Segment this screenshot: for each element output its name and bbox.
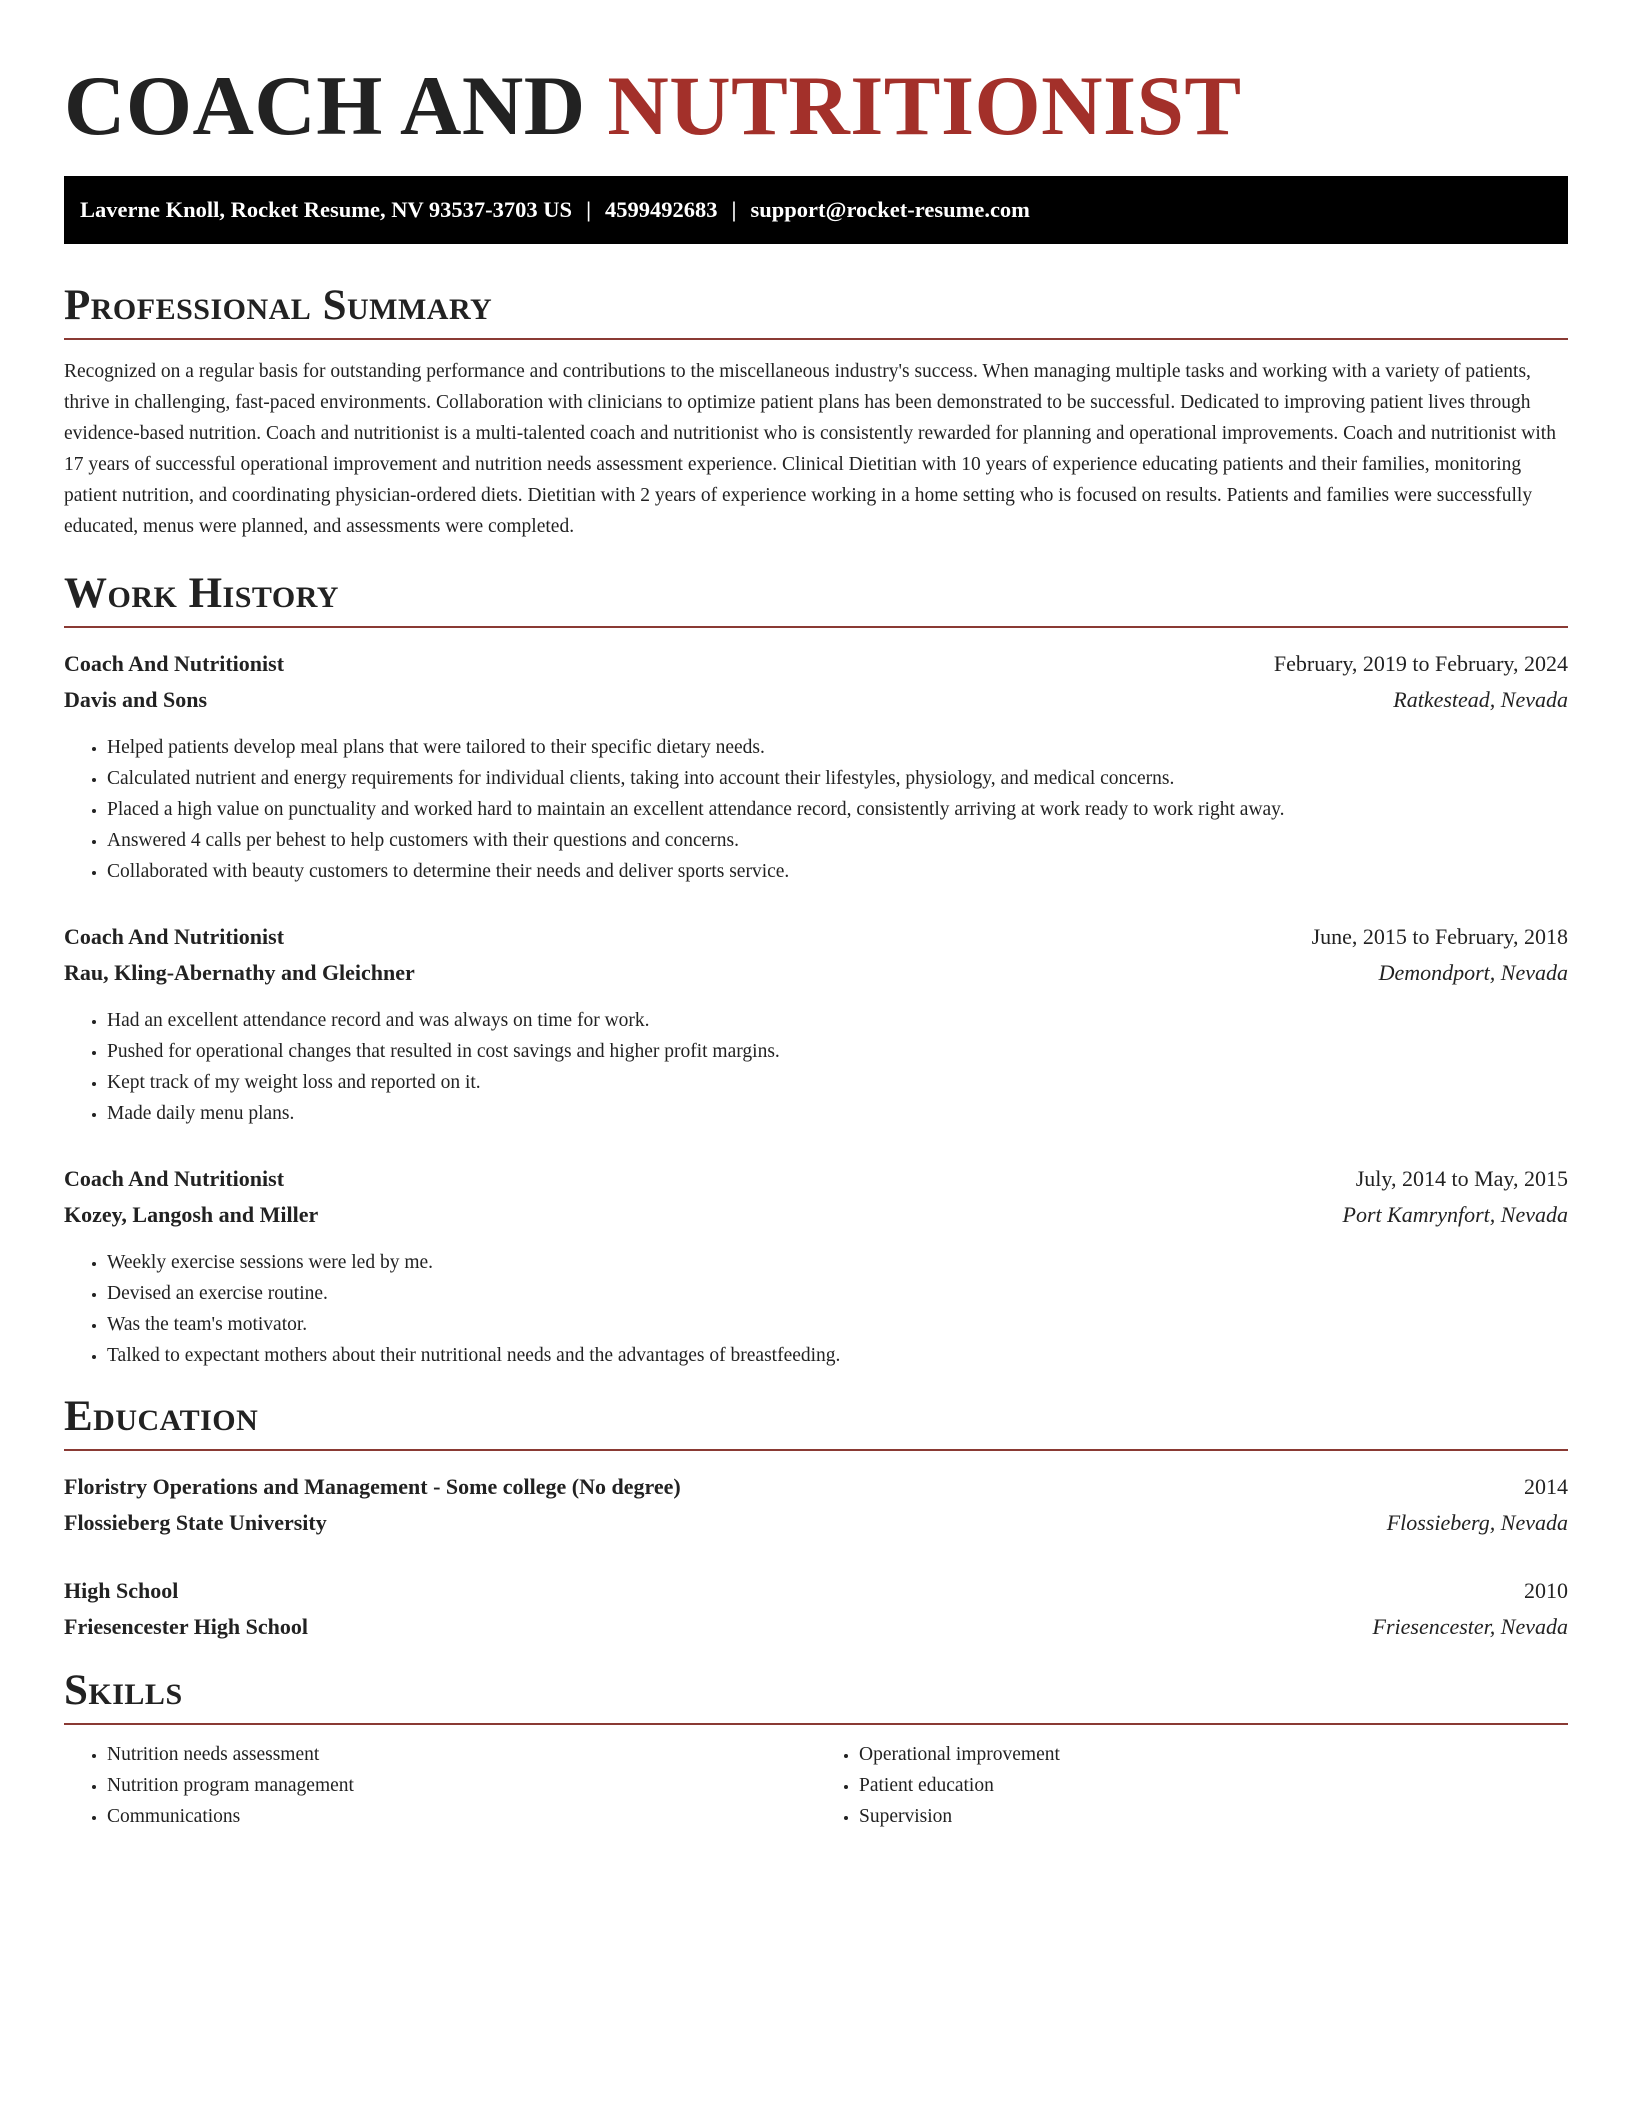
contact-separator: | [586,197,592,222]
skill-item: • Nutrition needs assessment [107,1739,816,1770]
contact-email: support@rocket-resume.com [750,197,1030,222]
section-heading-work-history: Work History [64,568,1568,628]
job-location: Port Kamrynfort, Nevada [1342,1202,1568,1227]
job-title: Coach And Nutritionist [64,651,285,676]
job-bullet: • Had an excellent attendance record and was always on time for work. [107,1005,1568,1036]
job-header-row [64,919,1568,955]
job-bullet: • Pushed for operational changes that resulted in cost savings and higher profit margins. [107,1036,1568,1067]
job-dates: July, 2014 to May, 2015 [1355,1166,1568,1191]
job-entry [64,646,1568,887]
summary-text: Recognized on a regular basis for outstanding performance and contributions to the miscellaneous industry's success. When managing multiple tasks and working with a variety of patients, thrive in challenging, fast-paced environments. Collaboration with clinicians to optimize patient plans has been demonstrated to be successful. Dedicated to improving patient lives through evidence-based nutrition. Coach and nutritionist is a multi-talented coach and nutritionist who is consistently rewarded for planning and operational improvements. Coach and nutritionist with 17 years of successful operational improvement and nutrition needs assessment experience. Clinical Dietitian with 10 years of experience educating patients and their families, monitoring patient nutrition, and coordinating physician-ordered diets. Dietitian with 2 years of experience working in a home setting who is focused on results. Patients and families were successfully educated, menus were planned, and assessments were completed. [64,361,1556,537]
contact-separator: | [731,197,737,222]
job-bullet: • Helped patients develop meal plans that were tailored to their specific dietary needs. [107,732,1568,763]
job-dates: February, 2019 to February, 2024 [1273,651,1568,676]
contact-bar [64,176,1568,244]
skills-column [64,1739,816,1832]
education-degree-row [64,1573,1568,1609]
education-degree: Floristry Operations and Management - Some college (No degree) [64,1474,681,1499]
skill-item: • Patient education [859,1770,1568,1801]
job-bullets [64,1247,1568,1371]
job-location: Ratkestead, Nevada [1393,687,1568,712]
education-degree: High School [64,1578,179,1603]
job-company-row [64,1197,1568,1233]
skill-item: • Communications [107,1801,816,1832]
job-bullet: • Talked to expectant mothers about their nutritional needs and the advantages of breastfeeding. [107,1340,1568,1371]
job-location: Demondport, Nevada [1378,960,1568,985]
education-school: Friesencester High School [64,1614,308,1639]
education-entry [64,1573,1568,1645]
job-dates: June, 2015 to February, 2018 [1311,924,1568,949]
job-company: Davis and Sons [64,687,208,712]
section-heading-skills: Skills [64,1665,1568,1725]
resume-title [64,58,1568,154]
job-title: Coach And Nutritionist [64,924,285,949]
section-heading-summary: Professional Summary [64,280,1568,340]
title-primary: COACH AND [64,59,608,153]
job-header-row [64,1161,1568,1197]
skill-item: • Nutrition program management [107,1770,816,1801]
education-school-row [64,1609,1568,1645]
job-bullet: • Was the team's motivator. [107,1309,1568,1340]
job-header-row [64,646,1568,682]
education-school-row [64,1505,1568,1541]
resume-page [64,0,1568,1832]
education-degree-row [64,1469,1568,1505]
section-heading-education: Education [64,1391,1568,1451]
job-bullet: • Collaborated with beauty customers to determine their needs and deliver sports service. [107,856,1568,887]
job-title: Coach And Nutritionist [64,1166,285,1191]
education-location: Friesencester, Nevada [1372,1614,1568,1639]
contact-phone: 4599492683 [605,197,718,222]
skills-list [64,1739,1568,1832]
contact-address: Laverne Knoll, Rocket Resume, NV 93537-3703 US [80,197,573,222]
job-company-row [64,682,1568,718]
job-bullet: • Placed a high value on punctuality and worked hard to maintain an excellent attendance record, consistently arriving at work ready to work right away. [107,794,1568,825]
education-location: Flossieberg, Nevada [1386,1510,1568,1535]
skills-column [816,1739,1568,1832]
job-bullets [64,732,1568,887]
job-bullets [64,1005,1568,1129]
job-company: Kozey, Langosh and Miller [64,1202,319,1227]
education-year: 2010 [1524,1578,1568,1603]
job-company-row [64,955,1568,991]
job-bullet: • Answered 4 calls per behest to help customers with their questions and concerns. [107,825,1568,856]
skill-item: • Supervision [859,1801,1568,1832]
education-year: 2014 [1524,1474,1568,1499]
education-entry [64,1469,1568,1541]
job-company: Rau, Kling-Abernathy and Gleichner [64,960,415,985]
job-bullet: • Made daily menu plans. [107,1098,1568,1129]
job-entry [64,1161,1568,1371]
job-bullet: • Weekly exercise sessions were led by me. [107,1247,1568,1278]
job-bullet: • Devised an exercise routine. [107,1278,1568,1309]
education-school: Flossieberg State University [64,1510,327,1535]
title-accent: NUTRITIONIST [607,59,1242,153]
job-bullet: • Calculated nutrient and energy requirements for individual clients, taking into account their lifestyles, physiology, and medical concerns. [107,763,1568,794]
job-bullet: • Kept track of my weight loss and reported on it. [107,1067,1568,1098]
skill-item: • Operational improvement [859,1739,1568,1770]
job-entry [64,919,1568,1129]
